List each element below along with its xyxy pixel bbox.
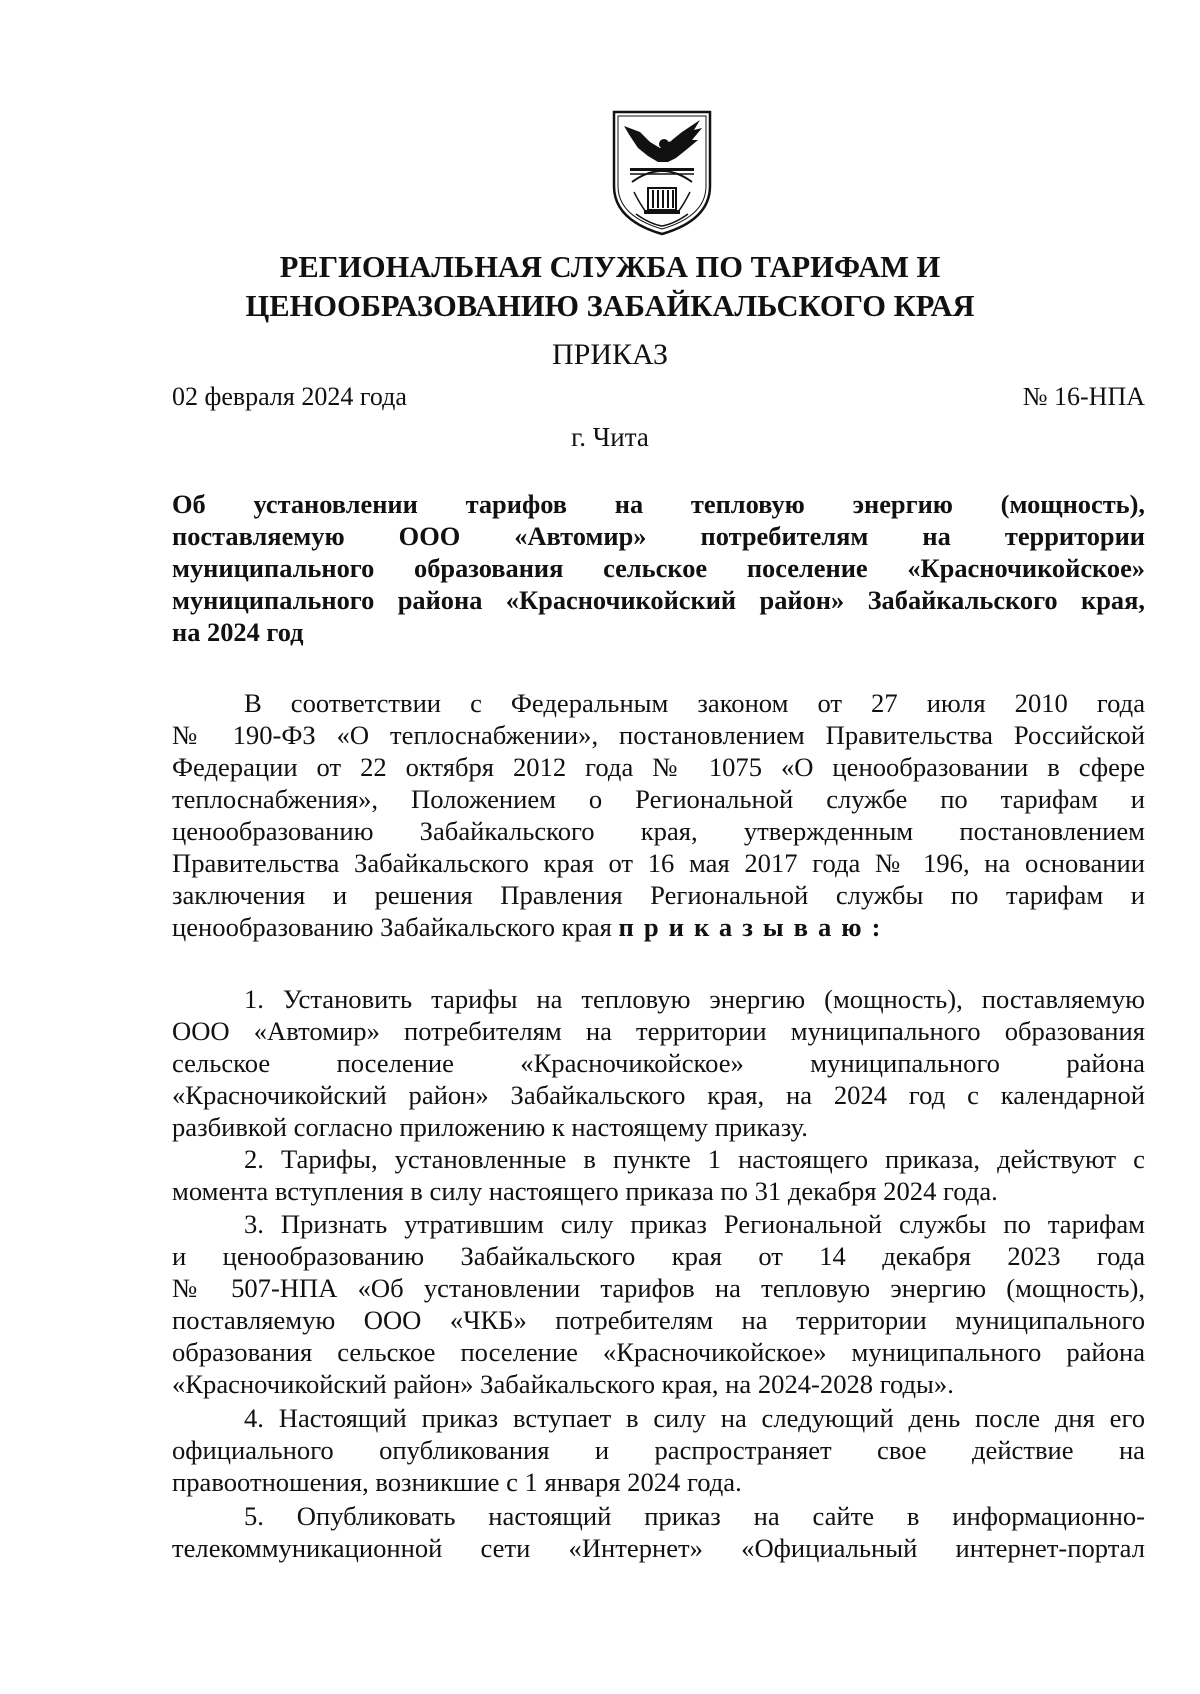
item-line: момента вступления в силу настоящего приказа по 31 декабря 2024 года. — [172, 1176, 998, 1206]
document-date: 02 февраля 2024 года — [172, 382, 407, 411]
item-line: «Красночикойский район» Забайкальского края, на 2024-2028 годы». — [172, 1369, 954, 1399]
item-line: сельское поселение «Красночикойское» муниципального района — [172, 1048, 1145, 1078]
item-line: и ценообразованию Забайкальского края от 14 декабря 2023 года — [172, 1241, 1145, 1271]
subject-line: муниципального образования сельское поселение «Красночикойское» — [172, 553, 1145, 583]
coat-of-arms-icon — [610, 108, 714, 238]
item-line: разбивкой согласно приложению к настоящему приказу. — [172, 1112, 808, 1142]
preamble-line — [172, 911, 1145, 943]
order-item-5 — [172, 1500, 1145, 1564]
order-item-1 — [172, 983, 1145, 1143]
preamble-last-text: ценообразованию Забайкальского края — [172, 912, 619, 942]
subject-line: на 2024 год — [172, 617, 304, 647]
item-line: телекоммуникационной сети «Интернет» «Официальный интернет-портал — [172, 1533, 1145, 1563]
order-word: приказываю: — [618, 912, 891, 942]
preamble-line: заключения и решения Правления Региональной службы по тарифам и — [172, 880, 1145, 910]
item-line: образования сельское поселение «Красночикойское» муниципального района — [172, 1337, 1145, 1367]
subject-line: муниципального района «Красночикойский район» Забайкальского края, — [172, 585, 1145, 615]
item-line: поставляемую ООО «ЧКБ» потребителям на территории муниципального — [172, 1305, 1145, 1335]
document-subject — [172, 488, 1145, 648]
item-line: 5. Опубликовать настоящий приказ на сайте в информационно- — [244, 1501, 1145, 1531]
document-type: ПРИКАЗ — [552, 338, 668, 371]
preamble — [172, 687, 1145, 943]
preamble-line: Правительства Забайкальского края от 16 мая 2017 года № 196, на основании — [172, 848, 1145, 878]
preamble-line: В соответствии с Федеральным законом от 27 июля 2010 года — [244, 688, 1145, 718]
order-item-4 — [172, 1402, 1145, 1498]
document-city: г. Чита — [571, 422, 649, 452]
preamble-line: Федерации от 22 октября 2012 года № 1075 «О ценообразовании в сфере — [172, 752, 1145, 782]
organization-title — [160, 248, 1060, 326]
subject-line: Об установлении тарифов на тепловую энергию (мощность), — [172, 489, 1145, 519]
preamble-line: ценообразованию Забайкальского края, утвержденным постановлением — [172, 816, 1145, 846]
item-line: 4. Настоящий приказ вступает в силу на следующий день после дня его — [244, 1403, 1145, 1433]
organization-title-line-2: ЦЕНООБРАЗОВАНИЮ ЗАБАЙКАЛЬСКОГО КРАЯ — [245, 289, 975, 323]
item-line: «Красночикойский район» Забайкальского края, на 2024 год с календарной — [172, 1080, 1145, 1110]
item-line: ООО «Автомир» потребителям на территории муниципального образования — [172, 1016, 1145, 1046]
item-line: официального опубликования и распространяет свое действие на — [172, 1435, 1145, 1465]
item-line: № 507-НПА «Об установлении тарифов на тепловую энергию (мощность), — [172, 1273, 1145, 1303]
preamble-line: № 190-ФЗ «О теплоснабжении», постановлением Правительства Российской — [172, 720, 1145, 750]
organization-title-line-1: РЕГИОНАЛЬНАЯ СЛУЖБА ПО ТАРИФАМ И — [279, 250, 941, 284]
order-item-3 — [172, 1208, 1145, 1400]
subject-line: поставляемую ООО «Автомир» потребителям на территории — [172, 521, 1145, 551]
document-number: № 16-НПА — [1022, 382, 1145, 411]
item-line: 3. Признать утратившим силу приказ Региональной службы по тарифам — [244, 1209, 1145, 1239]
order-item-2 — [172, 1143, 1145, 1207]
item-line: 1. Установить тарифы на тепловую энергию (мощность), поставляемую — [244, 984, 1145, 1014]
item-line: правоотношения, возникшие с 1 января 2024 года. — [172, 1467, 742, 1497]
item-line: 2. Тарифы, установленные в пункте 1 настоящего приказа, действуют с — [244, 1144, 1145, 1174]
preamble-line: теплоснабжения», Положением о Региональной службе по тарифам и — [172, 784, 1145, 814]
